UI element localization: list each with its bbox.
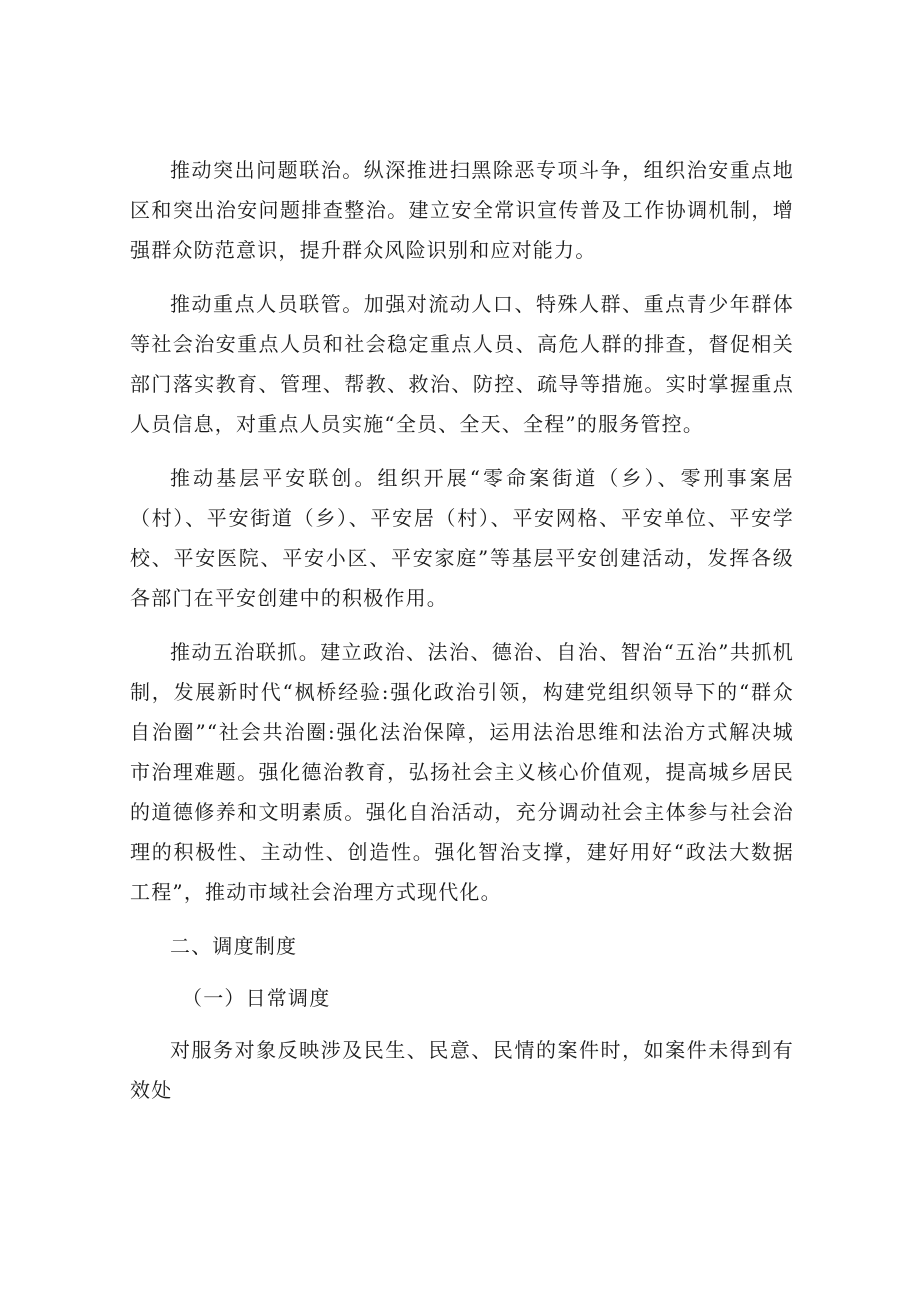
paragraph-grassroots-safety: 推动基层平安联创。组织开展“零命案街道（乡）、零刑事案居（村）、平安街道（乡）、平安居（村）、平安网格、平安单位、平安学校、平安医院、平安小区、平安家庭”等基层平安创建活动，发挥各级各部门在平安创建中的积极作用。 [130,466,794,610]
section-heading: 二、调度制度 [170,934,298,958]
paragraph-five-governance: 推动五治联抓。建立政治、法治、德治、自治、智治“五治”共抓机制，发展新时代“枫桥经验:强化政治引领，构建党组织领导下的“群众自治圈”“社会共治圈:强化法治保障，运用法治思维和法治方式解决城市治理难题。强化德治教育，弘扬社会主义核心价值观，提高城乡居民的道德修养和文明素质。强化自治活动，充分调动社会主体参与社会治理的积极性、主动性、创造性。强化智治支撑，建好用好“政法大数据工程”，推动市域社会治理方式现代化。 [130,640,794,904]
paragraph-daily-dispatch: 对服务对象反映涉及民生、民意、民情的案件时，如案件未得到有效处 [130,1038,794,1102]
paragraph-key-personnel: 推动重点人员联管。加强对流动人口、特殊人群、重点青少年群体等社会治安重点人员和社会稳定重点人员、高危人群的排查，督促相关部门落实教育、管理、帮教、救治、防控、疏导等措施。实时掌握重点人员信息，对重点人员实施“全员、全天、全程”的服务管控。 [130,292,794,436]
subsection-heading: （一）日常调度 [182,986,331,1010]
paragraph-problem-governance: 推动突出问题联治。纵深推进扫黑除恶专项斗争，组织治安重点地区和突出治安问题排查整治。建立安全常识宣传普及工作协调机制，增强群众防范意识，提升群众风险识别和应对能力。 [130,158,794,262]
document-body [130,150,794,1124]
